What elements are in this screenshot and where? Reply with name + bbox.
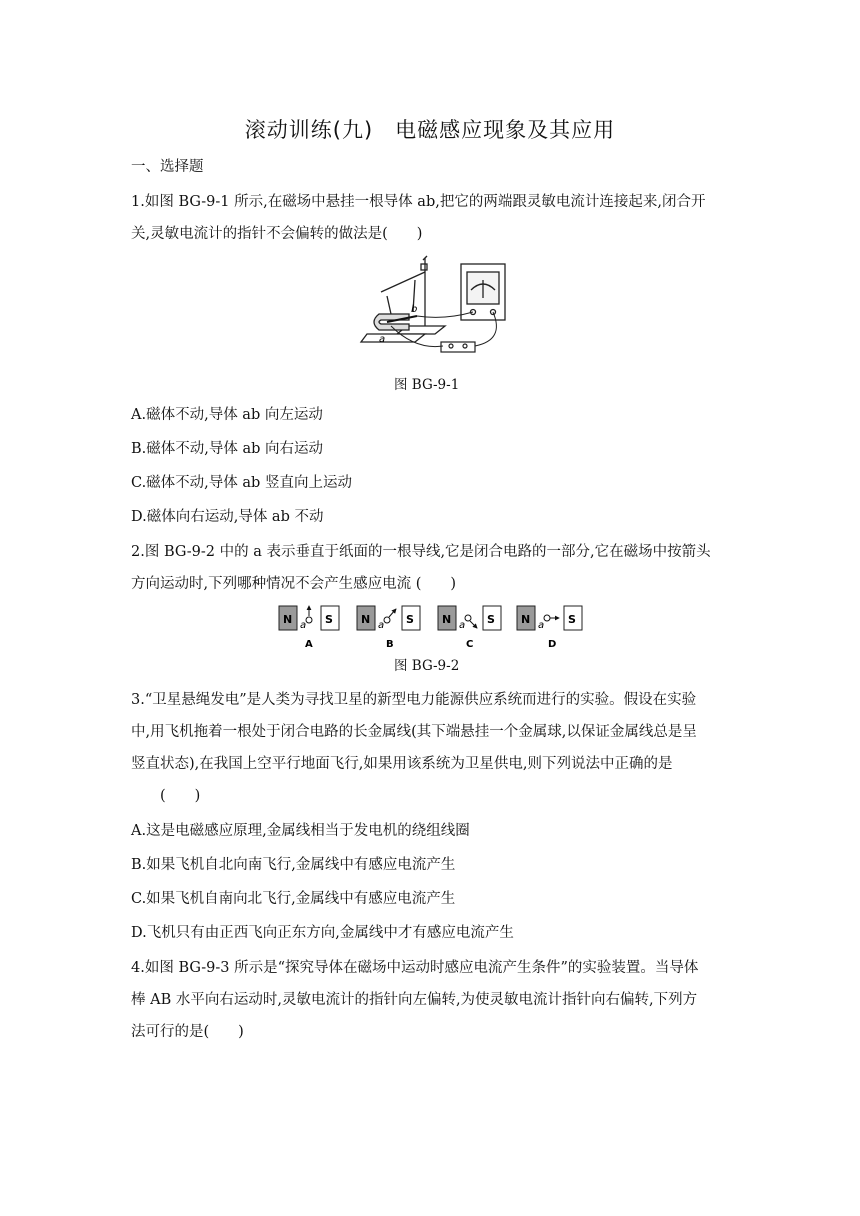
- panel-b-wire-label: a: [378, 620, 385, 631]
- q3-option-d: D.飞机只有由正西飞向正东方向,金属线中才有感应电流产生: [131, 925, 514, 941]
- q2-figure-caption: 图 BG-9-2: [394, 658, 460, 674]
- q3-stem-line1: 3.“卫星悬绳发电”是人类为寻找卫星的新型电力能源供应系统而进行的实验。假设在实验: [131, 692, 697, 708]
- q3-stem-line2: 中,用飞机拖着一根处于闭合电路的长金属线(其下端悬挂一个金属球,以保证金属线总是呈: [131, 724, 697, 740]
- q1-apparatus-figure: [355, 250, 515, 358]
- switch-illustration: [441, 342, 475, 352]
- q3-stem-line3: 竖直状态),在我国上空平行地面飞行,如果用该系统为卫星供电,则下列说法中正确的是: [131, 756, 673, 772]
- panel-c-n-pole: N: [442, 613, 452, 626]
- panel-c-wire-label: a: [459, 620, 466, 631]
- q1-stem-line1: 1.如图 BG-9-1 所示,在磁场中悬挂一根导体 ab,把它的两端跟灵敏电流计连接起来,闭合开: [131, 194, 706, 210]
- q1-figure-caption: 图 BG-9-1: [394, 377, 460, 393]
- panel-a-n-pole: N: [283, 613, 293, 626]
- panel-c-s-pole: S: [487, 613, 495, 626]
- q2-magnet-panels-figure: [276, 600, 588, 652]
- panel-d-n-pole: N: [521, 613, 531, 626]
- q3-option-a: A.这是电磁感应原理,金属线相当于发电机的绕组线圈: [131, 823, 470, 839]
- panel-a-letter: A: [305, 639, 313, 650]
- q4-stem-line2: 棒 AB 水平向右运动时,灵敏电流计的指针向左偏转,为使灵敏电流计指针向右偏转,下列方: [131, 992, 698, 1008]
- panel-b-s-pole: S: [406, 613, 414, 626]
- label-a: a: [379, 334, 386, 345]
- q1-option-a: A.磁体不动,导体 ab 向左运动: [131, 407, 323, 423]
- q3-option-b: B.如果飞机自北向南飞行,金属线中有感应电流产生: [131, 857, 456, 873]
- panel-c: [438, 606, 501, 650]
- panel-d-s-pole: S: [568, 613, 576, 626]
- panel-b-letter: B: [386, 639, 394, 650]
- label-b: b: [411, 304, 418, 315]
- stand-illustration: [381, 256, 445, 334]
- q4-stem-line1: 4.如图 BG-9-3 所示是“探究导体在磁场中运动时感应电流产生条件”的实验装置。当导体: [131, 960, 699, 976]
- q1-option-b: B.磁体不动,导体 ab 向右运动: [131, 441, 324, 457]
- q4-stem-line3: 法可行的是( ): [131, 1024, 244, 1040]
- panel-a: [279, 606, 339, 650]
- panel-d: [517, 606, 582, 650]
- q1-option-c: C.磁体不动,导体 ab 竖直向上运动: [131, 475, 352, 491]
- section-heading: 一、选择题: [131, 159, 204, 175]
- panel-b-n-pole: N: [361, 613, 371, 626]
- q2-stem-line2: 方向运动时,下列哪种情况不会产生感应电流 ( ): [131, 576, 457, 592]
- panel-d-letter: D: [548, 639, 557, 650]
- panel-b: [357, 606, 420, 650]
- galvanometer-illustration: [461, 264, 505, 320]
- page-title: 滚动训练(九) 电磁感应现象及其应用: [244, 118, 616, 142]
- panel-d-wire-label: a: [538, 620, 545, 631]
- q2-stem-line1: 2.图 BG-9-2 中的 a 表示垂直于纸面的一根导线,它是闭合电路的一部分,它在磁场中按箭头: [131, 544, 711, 560]
- panel-a-s-pole: S: [325, 613, 333, 626]
- panel-a-wire-label: a: [300, 620, 307, 631]
- panel-c-letter: C: [466, 639, 474, 650]
- q1-option-d: D.磁体向右运动,导体 ab 不动: [131, 509, 324, 525]
- q1-stem-line2: 关,灵敏电流计的指针不会偏转的做法是( ): [131, 226, 423, 242]
- q3-option-c: C.如果飞机自南向北飞行,金属线中有感应电流产生: [131, 891, 456, 907]
- q3-stem-line4: ( ): [160, 788, 201, 804]
